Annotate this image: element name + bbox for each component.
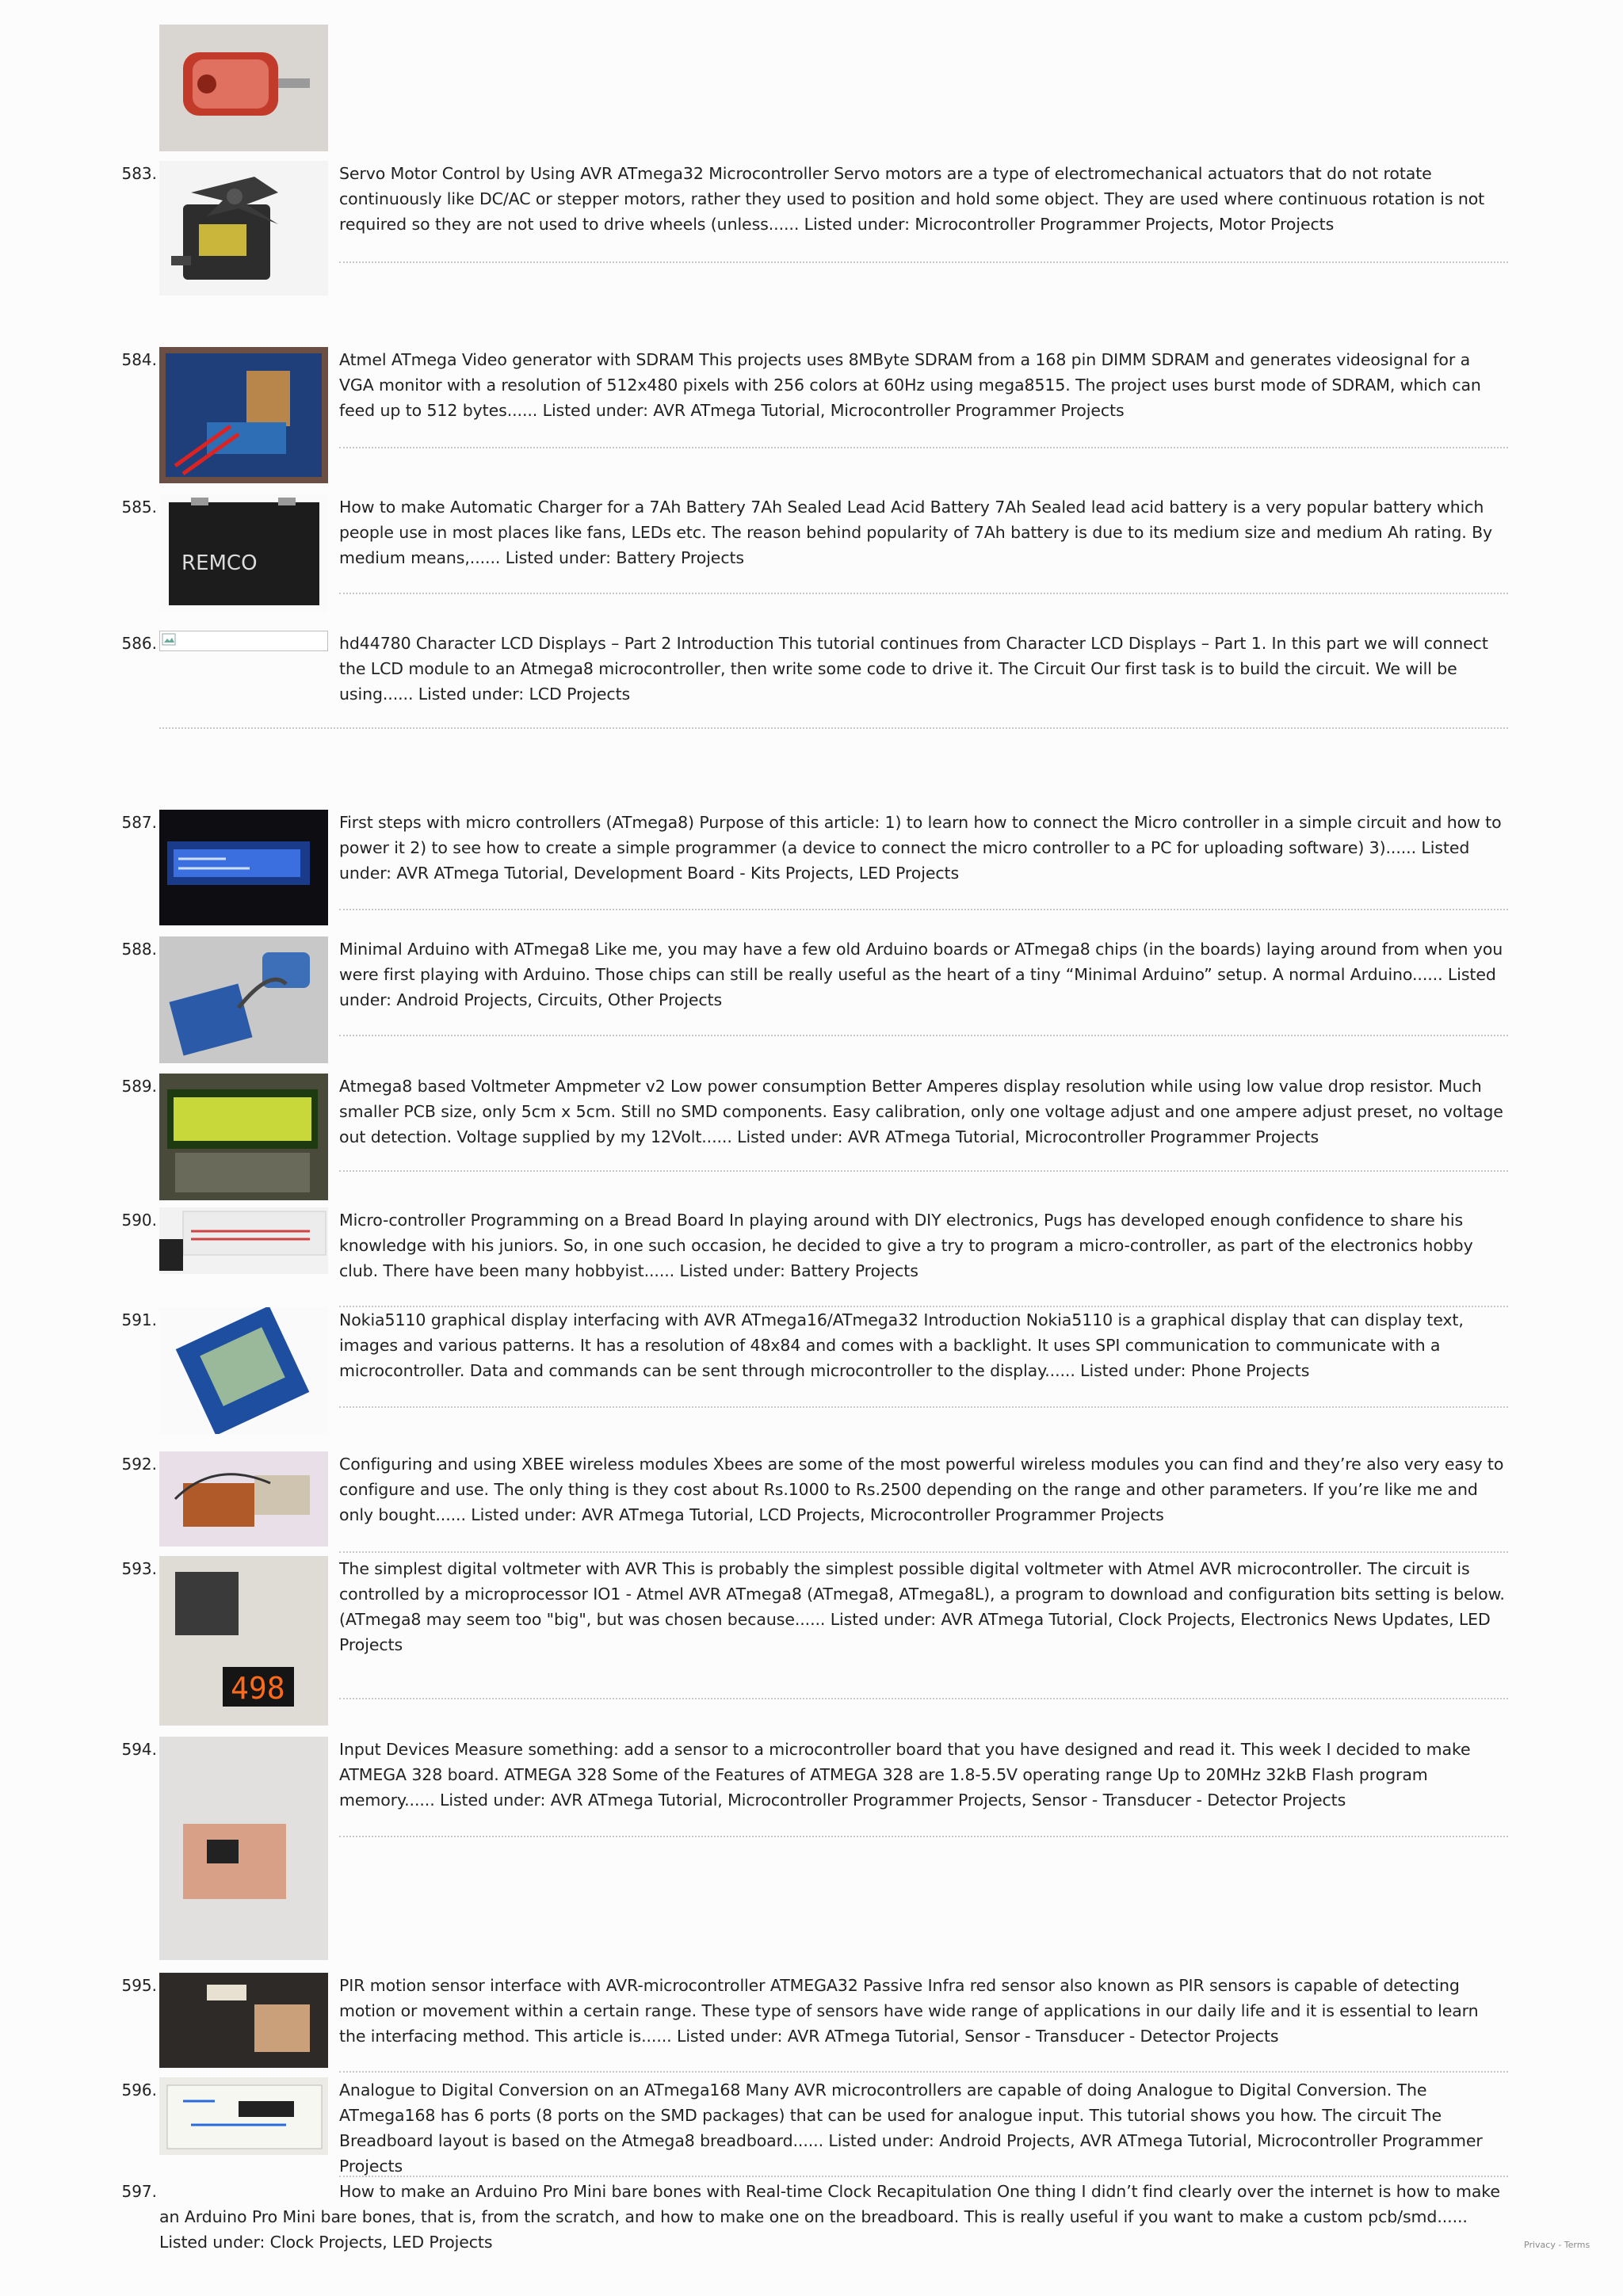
adc-breadboard-thumbnail[interactable]: [159, 2077, 328, 2155]
item-number: 583.: [121, 164, 157, 183]
item-description[interactable]: Input Devices Measure something: add a sensor to a microcontroller board that you have designed and read it. This week I decided to make ATMEGA 328 board. ATMEGA 328 Some of the Features of ATMEGA 328 are 1.8-5.5V operating range Up to 20MHz 32kB Flash program memory...... Listed under: AVR ATmega Tutorial, Microcontroller Programmer Projects, Sensor - Transducer - Detector Projects: [339, 1740, 1471, 1810]
item-description[interactable]: Nokia5110 graphical display interfacing with AVR ATmega16/ATmega32 Introduction Nokia5110 is a graphical display that can display text, images and various patterns. It has a resolution of 48x84 and comes with a backlight. It uses SPI communication to communicate with a microcontroller. Data and commands can be sent through microcontroller to the display...... Listed under: Phone Projects: [339, 1310, 1464, 1380]
footer-separator: -: [1555, 2240, 1564, 2250]
separator: [339, 2176, 1508, 2177]
svg-text:498: 498: [231, 1671, 285, 1706]
item-description[interactable]: Atmel ATmega Video generator with SDRAM This projects uses 8MByte SDRAM from a 168 pin DIMM SDRAM and generates videosignal for a VGA monitor with a resolution of 512x480 pixels with 256 colors at 60Hz using mega8515. The project uses burst mode of SDRAM, which can feed up to 512 bytes...... Listed under: AVR ATmega Tutorial, Microcontroller Programmer Projects: [339, 350, 1481, 420]
privacy-link[interactable]: Privacy: [1524, 2240, 1556, 2250]
item-number: 596.: [121, 2081, 157, 2100]
separator: [339, 909, 1508, 910]
item-description[interactable]: Configuring and using XBEE wireless modules Xbees are some of the most powerful wireless modules you can find and they’re also very easy to configure and use. The only thing is they cost about Rs.1000 to Rs.2500 depending on the range and other parameters. If you’re like me and only bought...... Listed under: AVR ATmega Tutorial, LCD Projects, Microcontroller Programmer Projects: [339, 1455, 1504, 1524]
item-number: 597.: [121, 2182, 157, 2201]
item-description[interactable]: hd44780 Character LCD Displays – Part 2 Introduction This tutorial continues from Character LCD Displays – Part 1. In this part we will connect the LCD module to an Atmega8 microcontroller, then write some code to drive it. The Circuit Our first task is to build the circuit. We will be using...... Listed under: LCD Projects: [339, 634, 1488, 704]
separator: [159, 727, 1508, 729]
item-number: 587.: [121, 813, 157, 832]
separator: [339, 1551, 1508, 1553]
video-generator-thumbnail[interactable]: [159, 347, 328, 483]
item-description[interactable]: How to make Automatic Charger for a 7Ah Battery 7Ah Sealed Lead Acid Battery 7Ah Sealed lead acid battery is a very popular battery which people use in most places like fans, LEDs etc. The reason behind popularity of 7Ah battery is due to its medium size and medium Ah rating. By medium means,...... Listed under: Battery Projects: [339, 498, 1493, 567]
separator: [339, 1035, 1508, 1036]
breadboard-thumbnail[interactable]: [159, 1207, 328, 1274]
atmega328-board-thumbnail[interactable]: [159, 1737, 328, 1960]
item-number: 589.: [121, 1077, 157, 1096]
separator: [339, 1836, 1508, 1837]
lcd-module-thumbnail[interactable]: [159, 810, 328, 925]
item-number: 594.: [121, 1740, 157, 1759]
item-number: 585.: [121, 498, 157, 517]
servo-thumbnail[interactable]: [159, 161, 328, 296]
voltmeter-thumbnail[interactable]: [159, 1074, 328, 1200]
separator: [339, 2071, 1508, 2073]
item-number: 584.: [121, 350, 157, 369]
separator: [339, 447, 1508, 448]
item-number: 591.: [121, 1310, 157, 1329]
item-number: 590.: [121, 1211, 157, 1230]
item-description[interactable]: Micro-controller Programming on a Bread Board In playing around with DIY electronics, Pugs has developed enough confidence to share his knowledge with his juniors. So, in one such occasion, he decided to give a try to program a micro-controller, as part of the electronics hobby club. There have been many hobbyist...... Listed under: Battery Projects: [339, 1211, 1473, 1280]
xbee-thumbnail[interactable]: [159, 1451, 328, 1547]
svg-text:REMCO: REMCO: [181, 551, 258, 575]
digital-voltmeter-thumbnail[interactable]: [159, 1556, 328, 1726]
separator: [339, 1406, 1508, 1408]
separator: [339, 1698, 1508, 1699]
item-description[interactable]: Servo Motor Control by Using AVR ATmega32 Microcontroller Servo motors are a type of electromechanical actuators that do not rotate continuously like DC/AC or stepper motors, rather they used to position and hold some object. They are used where continuous rotation is not required so they are not used to drive wheels (unless...... Listed under: Microcontroller Programmer Projects, Motor Projects: [339, 164, 1485, 234]
separator: [339, 261, 1508, 263]
item-number: 593.: [121, 1559, 157, 1578]
broken-image-icon: [159, 631, 328, 651]
separator: [339, 1170, 1508, 1172]
item-description[interactable]: The simplest digital voltmeter with AVR This is probably the simplest possible digital voltmeter with Atmel AVR microcontroller. The circuit is controlled by a microprocessor IO1 - Atmel AVR ATmega8 (ATmega8, ATmega8L), a program to download and configuration bits setting is below. (ATmega8 may seem too "big", but was chosen because...... Listed under: AVR ATmega Tutorial, Clock Projects, Electronics News Updates, LED Projects: [339, 1559, 1505, 1654]
battery-thumbnail[interactable]: [159, 494, 328, 612]
minimal-arduino-thumbnail[interactable]: [159, 936, 328, 1063]
item-description[interactable]: Analogue to Digital Conversion on an ATmega168 Many AVR microcontrollers are capable of doing Analogue to Digital Conversion. The ATmega168 has 6 ports (8 ports on the SMD packages) that can be used for analogue input. This tutorial shows you how. The circuit The Breadboard layout is based on the Atmega8 breadboard...... Listed under: Android Projects, AVR ATmega Tutorial, Microcontroller Programmer Projects: [339, 2081, 1483, 2176]
item-number: 586.: [121, 634, 157, 653]
recaptcha-footer: [1524, 2240, 1590, 2250]
item-description[interactable]: How to make an Arduino Pro Mini bare bones with Real-time Clock Recapitulation One thing I didn’t find clearly over the internet is how to make an Arduino Pro Mini bare bones, that is, from the scratch, and how to make one on the breadboard. This is really useful if you want to make a custom pcb/smd...... Listed under: Clock Projects, LED Projects: [159, 2182, 1500, 2252]
item-number: 595.: [121, 1976, 157, 1995]
item-description[interactable]: PIR motion sensor interface with AVR-microcontroller ATMEGA32 Passive Infra red sensor also known as PIR sensors is capable of detecting motion or movement within a certain range. These type of sensors have wide range of applications in our daily life and it is essential to learn the interfacing method. This article is...... Listed under: AVR ATmega Tutorial, Sensor - Transducer - Detector Projects: [339, 1976, 1479, 2046]
pir-sensor-thumbnail[interactable]: [159, 1973, 328, 2068]
nokia-display-thumbnail[interactable]: [159, 1307, 328, 1434]
terms-link[interactable]: Terms: [1564, 2240, 1591, 2250]
motor-thumbnail[interactable]: [159, 25, 328, 151]
item-description[interactable]: First steps with micro controllers (ATmega8) Purpose of this article: 1) to learn how to connect the Micro controller in a simple circuit and how to power it 2) to see how to create a simple programmer (a device to connect the micro controller to a PC for uploading software) 3)...... Listed under: AVR ATmega Tutorial, Development Board - Kits Projects, LED Projects: [339, 813, 1502, 883]
item-number: 592.: [121, 1455, 157, 1474]
separator: [339, 593, 1508, 594]
item-description[interactable]: Minimal Arduino with ATmega8 Like me, you may have a few old Arduino boards or ATmega8 chips (in the boards) laying around from when you were first playing with Arduino. Those chips can still be really useful as the heart of a tiny “Minimal Arduino” setup. A normal Arduino...... Listed under: Android Projects, Circuits, Other Projects: [339, 940, 1503, 1009]
item-number: 588.: [121, 940, 157, 959]
item-description[interactable]: Atmega8 based Voltmeter Ampmeter v2 Low power consumption Better Amperes display resolution while using low value drop resistor. Much smaller PCB size, only 5cm x 5cm. Still no SMD components. Easy calibration, only one voltage adjust and one ampere adjust preset, no voltage out detection. Voltage supplied by my 12Volt...... Listed under: AVR ATmega Tutorial, Microcontroller Programmer Projects: [339, 1077, 1503, 1146]
